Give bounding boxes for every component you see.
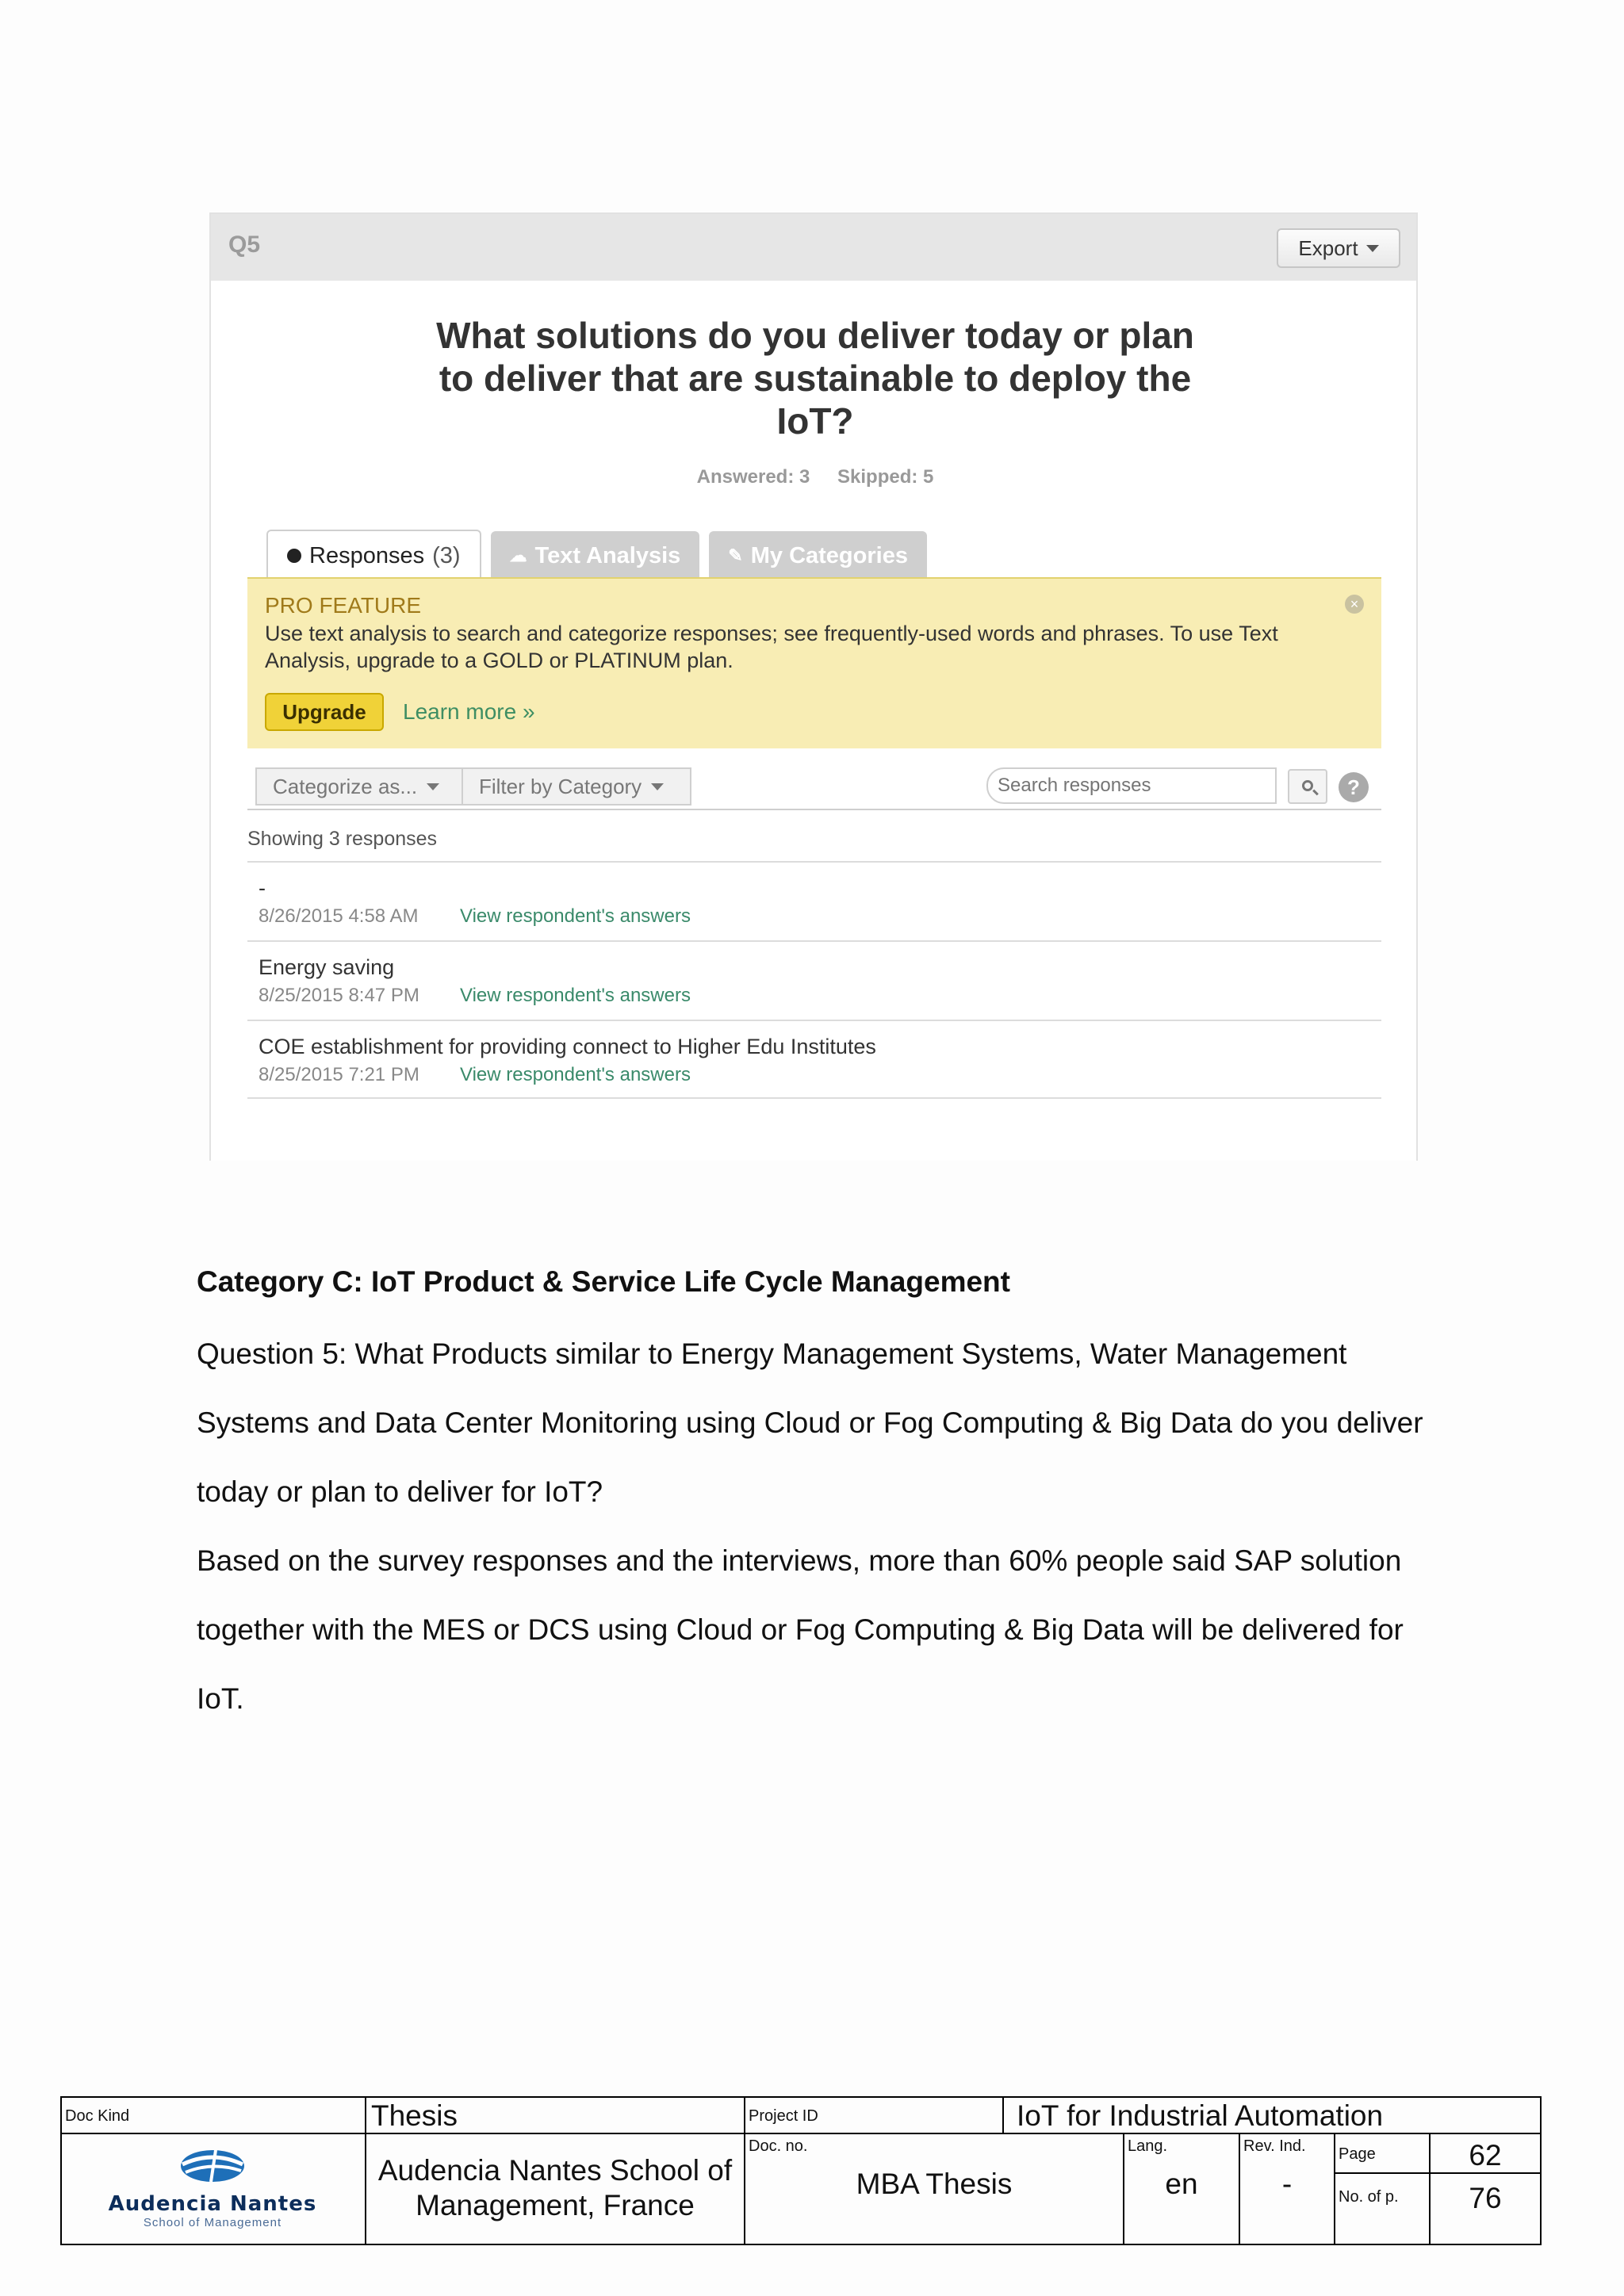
- response-counts: [419, 466, 1212, 488]
- export-label: Export: [1298, 235, 1358, 260]
- tab-responses[interactable]: [266, 530, 481, 580]
- response-date: 8/25/2015 7:21 PM: [259, 1064, 419, 1085]
- rev-label: Rev. Ind.: [1243, 2137, 1306, 2155]
- rev-cell: [1240, 2134, 1335, 2244]
- audencia-logo: [78, 2147, 347, 2234]
- globe-icon: [174, 2147, 251, 2185]
- tab-text-analysis[interactable]: [491, 531, 700, 580]
- response-toolbar: [247, 761, 1381, 810]
- institution-name: Audencia Nantes School of Management, France: [377, 2154, 733, 2221]
- speech-bubble-icon: [287, 549, 301, 563]
- institution-cell: [366, 2134, 745, 2244]
- pro-feature-text: Use text analysis to search and categorize responses; see frequently-used words and phrases. To use Text Analysis, upgrade to a GOLD or PLATINUM plan.: [265, 622, 1278, 672]
- page-label: Page: [1339, 2145, 1376, 2163]
- doc-kind-value: Thesis: [371, 2099, 458, 2132]
- showing-count: Showing 3 responses: [247, 828, 438, 850]
- response-item: [247, 1020, 1381, 1099]
- search-icon: [1302, 780, 1313, 791]
- doc-kind-value-cell: [366, 2098, 745, 2134]
- search-input[interactable]: [986, 767, 1277, 804]
- view-answers-link[interactable]: View respondent's answers: [460, 985, 691, 1006]
- pages-label: No. of p.: [1339, 2188, 1399, 2206]
- response-text: COE establishment for providing connect to Higher Edu Institutes: [259, 1035, 876, 1058]
- pages-label-cell: [1335, 2174, 1431, 2244]
- close-icon[interactable]: ×: [1345, 595, 1364, 614]
- question-header: [211, 214, 1416, 281]
- tab-responses-count: (3): [432, 542, 461, 568]
- tag-icon: ✎: [728, 545, 743, 565]
- pages-value-cell: [1431, 2174, 1540, 2244]
- doc-kind-cell: [62, 2098, 366, 2134]
- rev-value: -: [1281, 2168, 1293, 2200]
- page-value-cell: [1431, 2134, 1540, 2174]
- pro-feature-title: PRO FEATURE: [265, 593, 422, 618]
- logo-name: Audencia Nantes: [108, 2192, 317, 2216]
- search-button[interactable]: [1288, 769, 1327, 804]
- skipped-count: Skipped: 5: [837, 466, 934, 488]
- response-list: [247, 861, 1381, 1099]
- view-answers-link[interactable]: View respondent's answers: [460, 905, 691, 927]
- response-text: Energy saving: [259, 955, 395, 979]
- doc-no-value: MBA Thesis: [856, 2168, 1013, 2200]
- result-tabs: [266, 530, 927, 579]
- filter-label: Filter by Category: [479, 774, 642, 798]
- response-text: -: [259, 876, 266, 900]
- upgrade-button[interactable]: Upgrade: [265, 693, 384, 731]
- tab-my-categories[interactable]: [709, 531, 927, 580]
- page-number: 62: [1469, 2139, 1502, 2172]
- doc-no-cell: [745, 2134, 1124, 2244]
- logo-cell: [62, 2134, 366, 2244]
- response-item: [247, 940, 1381, 1020]
- document-footer-table: [60, 2096, 1542, 2245]
- category-heading: Category C: IoT Product & Service Life Cycle Management: [197, 1265, 1010, 1298]
- chevron-down-icon: [651, 783, 664, 790]
- learn-more-link[interactable]: Learn more »: [403, 699, 535, 724]
- lang-cell: [1124, 2134, 1240, 2244]
- cloud-icon: ☁: [509, 545, 527, 565]
- chevron-down-icon: [1366, 245, 1379, 252]
- answered-count: Answered: 3: [696, 466, 810, 488]
- project-id-value: IoT for Industrial Automation: [1017, 2099, 1384, 2132]
- view-answers-link[interactable]: View respondent's answers: [460, 1064, 691, 1085]
- response-item: [247, 861, 1381, 940]
- project-id-label: Project ID: [749, 2107, 818, 2125]
- categorize-label: Categorize as...: [273, 774, 418, 798]
- tab-my-categories-label: My Categories: [750, 542, 908, 568]
- question-number: Q5: [228, 232, 261, 258]
- question-paragraph: Question 5: What Products similar to Energy Management Systems, Water Management Systems and Data Center Monitoring using Cloud or Fog Computing & Big Data do you deliver today or plan to deliver for IoT?: [197, 1337, 1423, 1508]
- tab-responses-label: Responses: [309, 542, 425, 568]
- response-date: 8/26/2015 4:58 AM: [259, 905, 419, 927]
- doc-kind-label: Doc Kind: [65, 2107, 130, 2125]
- total-pages: 76: [1469, 2182, 1502, 2214]
- export-button[interactable]: [1277, 228, 1400, 268]
- survey-screenshot: [209, 212, 1418, 1161]
- tab-text-analysis-label: Text Analysis: [534, 542, 681, 568]
- project-id-value-cell: [1004, 2098, 1540, 2134]
- pro-feature-banner: [247, 577, 1381, 748]
- lang-label: Lang.: [1128, 2137, 1168, 2155]
- answer-paragraph: Based on the survey responses and the interviews, more than 60% people said SAP solution together with the MES or DCS using Cloud or Fog Computing & Big Data will be delivered for IoT.: [197, 1544, 1404, 1715]
- question-title: What solutions do you deliver today or plan to deliver that are sustainable to deploy the IoT?: [436, 315, 1194, 442]
- response-date: 8/25/2015 8:47 PM: [259, 985, 419, 1006]
- page-label-cell: [1335, 2134, 1431, 2174]
- project-id-cell: [745, 2098, 1004, 2134]
- lang-value: en: [1165, 2168, 1198, 2200]
- categorize-dropdown[interactable]: [255, 767, 463, 806]
- help-icon[interactable]: ?: [1339, 772, 1369, 802]
- chevron-down-icon: [427, 783, 439, 790]
- doc-no-label: Doc. no.: [749, 2137, 808, 2155]
- logo-subtitle: School of Management: [143, 2216, 282, 2229]
- filter-category-dropdown[interactable]: [462, 767, 691, 806]
